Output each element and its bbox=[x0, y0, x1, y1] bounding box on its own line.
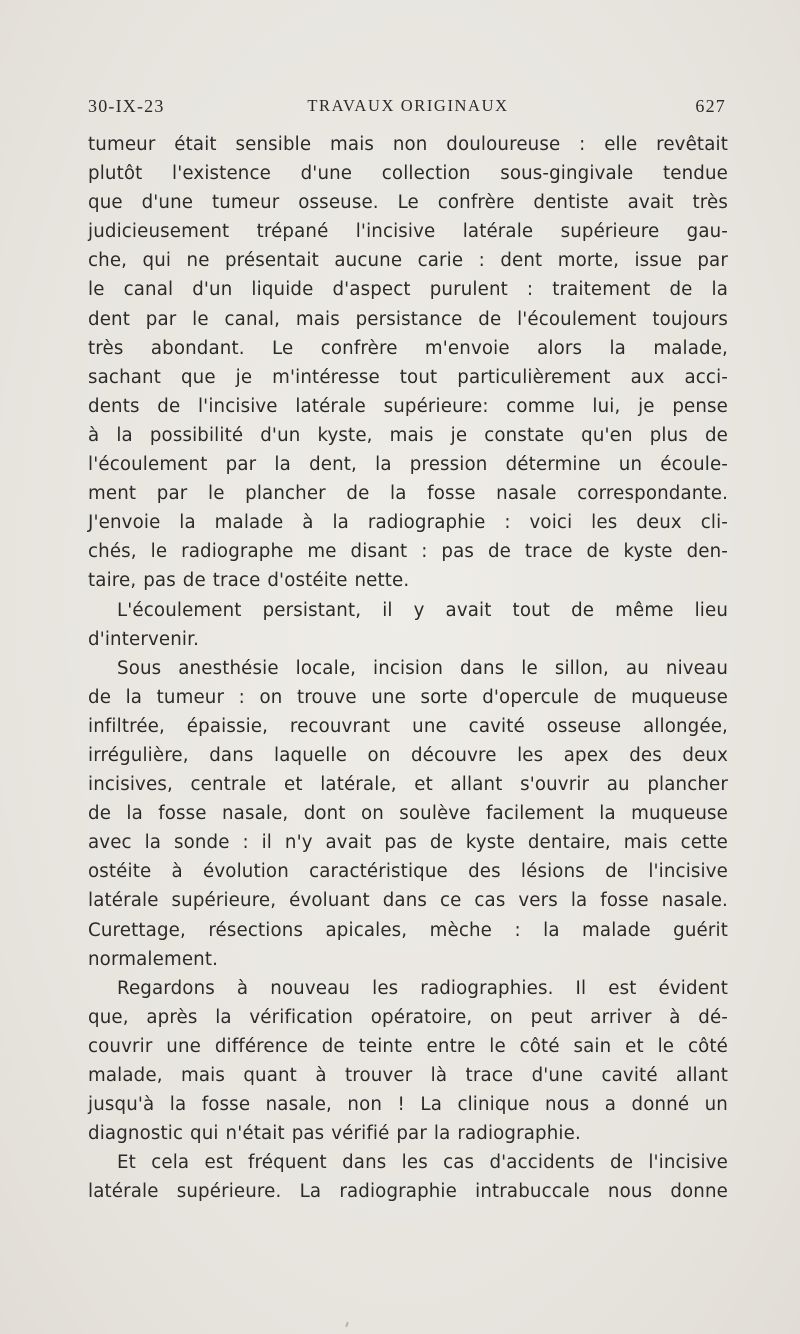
text-line: plutôt l'existence d'une collection sous-gingivale tendue bbox=[88, 163, 728, 185]
running-header bbox=[88, 96, 728, 126]
text-line: que, après la vérification opératoire, on peut arriver à dé- bbox=[88, 1006, 728, 1028]
text-line: diagnostic qui n'était pas vérifié par la radiographie. bbox=[88, 1123, 581, 1145]
text-line: ostéite à évolution caractéristique des lésions de l'incisive bbox=[88, 861, 728, 883]
text-line: ment par le plancher de la fosse nasale correspondante. bbox=[88, 483, 728, 505]
paper-speck bbox=[345, 1322, 349, 1327]
text-line: que d'une tumeur osseuse. Le confrère dentiste avait très bbox=[88, 192, 728, 214]
text-line: latérale supérieure, évoluant dans ce cas vers la fosse nasale. bbox=[88, 890, 728, 912]
text-line: l'écoulement par la dent, la pression détermine un écoule- bbox=[88, 454, 728, 476]
text-line: irrégulière, dans laquelle on découvre les apex des deux bbox=[88, 744, 728, 766]
text-line: taire, pas de trace d'ostéite nette. bbox=[88, 570, 410, 592]
text-line: incisives, centrale et latérale, et allant s'ouvrir au plancher bbox=[88, 774, 728, 796]
text-line: le canal d'un liquide d'aspect purulent : traitement de la bbox=[88, 279, 728, 301]
body-text bbox=[88, 130, 728, 1206]
text-line: malade, mais quant à trouver là trace d'une cavité allant bbox=[88, 1065, 728, 1086]
text-line: chés, le radiographe me disant : pas de trace de kyste den- bbox=[88, 541, 728, 563]
text-line: d'intervenir. bbox=[88, 628, 199, 650]
header-date: 30-IX-23 bbox=[88, 96, 165, 116]
text-line: latérale supérieure. La radiographie intrabuccale nous donne bbox=[88, 1181, 728, 1203]
text-line: dents de l'incisive latérale supérieure: comme lui, je pense bbox=[88, 395, 728, 417]
text-line: infiltrée, épaissie, recouvrant une cavité osseuse allongée, bbox=[88, 715, 728, 737]
text-line: sachant que je m'intéresse tout particulièrement aux acci- bbox=[88, 366, 728, 388]
text-line: Regardons à nouveau les radiographies. Il est évident bbox=[117, 977, 728, 999]
text-line: de la fosse nasale, dont on soulève facilement la muqueuse bbox=[88, 803, 728, 825]
text-line: L'écoulement persistant, il y avait tout de même lieu bbox=[117, 599, 728, 621]
text-line: che, qui ne présentait aucune carie : dent morte, issue par bbox=[88, 250, 728, 272]
header-section-title: TRAVAUX ORIGINAUX bbox=[307, 96, 509, 115]
text-line: Et cela est fréquent dans les cas d'accidents de l'incisive bbox=[117, 1152, 728, 1174]
text-line: avec la sonde : il n'y avait pas de kyste dentaire, mais cette bbox=[88, 832, 728, 854]
text-line: Sous anesthésie locale, incision dans le sillon, au niveau bbox=[117, 657, 728, 679]
text-line: à la possibilité d'un kyste, mais je constate qu'en plus de bbox=[88, 424, 728, 446]
text-line: dent par le canal, mais persistance de l'écoulement toujours bbox=[88, 308, 728, 330]
text-line: J'envoie la malade à la radiographie : voici les deux cli- bbox=[88, 512, 728, 534]
page-number: 627 bbox=[695, 96, 726, 116]
text-line: normalement. bbox=[88, 948, 219, 970]
text-line: couvrir une différence de teinte entre le côté sain et le côté bbox=[88, 1035, 728, 1057]
text-line: de la tumeur : on trouve une sorte d'opercule de muqueuse bbox=[88, 686, 728, 708]
text-line: jusqu'à la fosse nasale, non ! La clinique nous a donné un bbox=[88, 1094, 728, 1116]
text-line: Curettage, résections apicales, mèche : la malade guérit bbox=[88, 919, 728, 941]
text-line: très abondant. Le confrère m'envoie alors la malade, bbox=[88, 337, 728, 359]
text-line: judicieusement trépané l'incisive latérale supérieure gau- bbox=[88, 221, 728, 243]
text-line: tumeur était sensible mais non douloureuse : elle revêtait bbox=[88, 134, 728, 155]
